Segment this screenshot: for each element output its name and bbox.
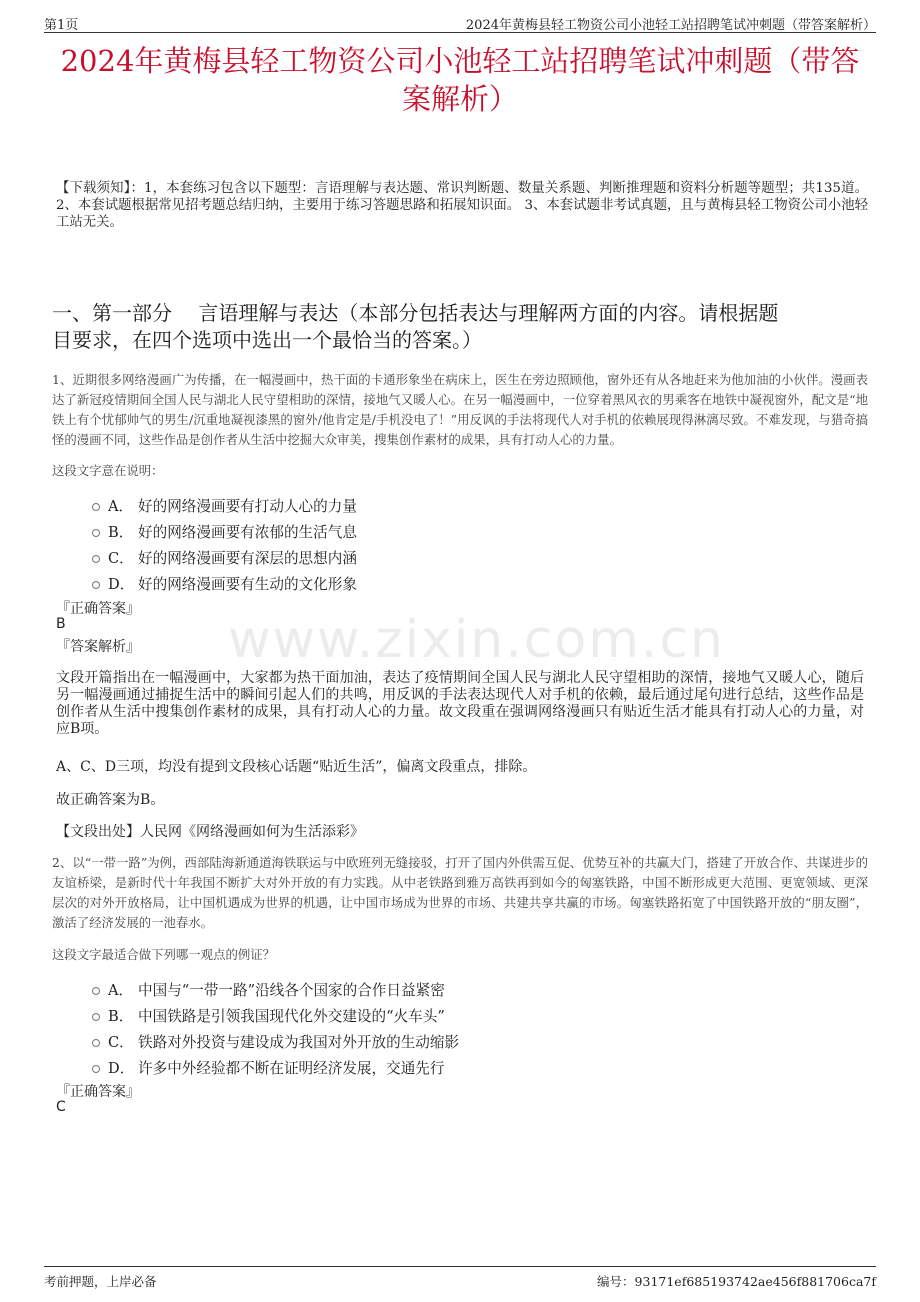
option-text: 铁路对外投资与建设成为我国对外开放的生动缩影: [138, 1033, 460, 1051]
option-c[interactable]: C． 好的网络漫画要有深层的思想内涵: [92, 544, 357, 570]
radio-icon[interactable]: [92, 529, 100, 537]
radio-icon[interactable]: [92, 581, 100, 589]
option-d[interactable]: D． 好的网络漫画要有生动的文化形象: [92, 570, 357, 596]
answer-value: C: [56, 1099, 66, 1115]
option-text: 中国铁路是引领我国现代化外交建设的“火车头”: [138, 1007, 445, 1025]
question-2-prompt: 这段文字最适合做下列哪一观点的例证？: [52, 947, 276, 962]
answer-label: 『正确答案』: [56, 601, 140, 617]
radio-icon[interactable]: [92, 555, 100, 563]
document-title: [44, 42, 876, 118]
radio-icon[interactable]: [92, 1013, 100, 1021]
conclusion-text: 故正确答案为B。: [56, 792, 165, 808]
page-footer: [44, 1266, 876, 1289]
radio-icon[interactable]: [92, 1065, 100, 1073]
option-b[interactable]: B． 中国铁路是引领我国现代化外交建设的“火车头”: [92, 1002, 459, 1028]
section-heading: [52, 300, 868, 354]
option-a[interactable]: A． 好的网络漫画要有打动人心的力量: [92, 492, 357, 518]
analysis-label: 『答案解析』: [56, 639, 140, 655]
radio-icon[interactable]: [92, 503, 100, 511]
watermark: www.zixin.com.cn: [228, 610, 725, 670]
title-line-1: 2024年黄梅县轻工物资公司小池轻工站招聘笔试冲刺题（带答: [60, 44, 860, 78]
footer-doc-id: 编号：93171ef685193742ae456f881706ca7f: [597, 1274, 876, 1289]
download-notice: 【下载须知】：1，本套练习包含以下题型：言语理解与表达题、常识判断题、数量关系题、判断推理题和资料分析题等题型；共135道。 2、本套试题根据常见招考题总结归纳，主要用于练习答题思路和拓展知识面。 3、本套试题非考试真题，且与黄梅县轻工物资公司小池轻工站无关。: [56, 181, 868, 230]
question-2-text: 2、以“一带一路”为例，西部陆海新通道海铁联运与中欧班列无缝接驳，打开了国内外供需互促、优势互补的共赢大门，搭建了开放合作、共谋进步的友谊桥梁，是新时代十年我国不断扩大对外开放的有力实践。从中老铁路到雅万高铁再到如今的匈塞铁路，中国不断形成更大范围、更宽领域、更深层次的对外开放格局，让中国机遇成为世界的机遇，让中国市场成为世界的市场、共建共享共赢的市场。匈塞铁路拓宽了中国铁路开放的“朋友圈”，激活了经济发展的一池春水。: [52, 855, 868, 930]
question-1-prompt: 这段文字意在说明：: [52, 463, 164, 478]
option-c[interactable]: C． 铁路对外投资与建设成为我国对外开放的生动缩影: [92, 1028, 459, 1054]
page-number: 第1页: [44, 18, 79, 33]
option-text: 好的网络漫画要有浓郁的生活气息: [138, 523, 357, 541]
option-text: 好的网络漫画要有打动人心的力量: [138, 497, 357, 515]
option-text: 中国与“一带一路”沿线各个国家的合作日益紧密: [138, 981, 445, 999]
page-header: [44, 10, 876, 33]
question-1-text: 1、近期很多网络漫画广为传播，在一幅漫画中，热干面的卡通形象坐在病床上，医生在旁边照顾他，窗外还有从各地赶来为他加油的小伙伴。漫画表达了新冠疫情期间全国人民与湖北人民守望相助的深情，接地气又暖人心。在另一幅漫画中，一位穿着黑风衣的男乘客在地铁中凝视窗外，配文是“地铁上有个忧郁帅气的男生/沉重地凝视漆黑的窗外/他肯定是/手机没电了！”用反讽的手法将现代人对手机的依赖展现得淋漓尽致。不难发现，与猎奇搞怪的漫画不同，这些作品是创作者从生活中挖掘大众审美，搜集创作素材的成果，具有打动人心的力量。: [52, 372, 868, 447]
answer-value: B: [56, 616, 66, 632]
answer-label: 『正确答案』: [56, 1084, 140, 1100]
radio-icon[interactable]: [92, 987, 100, 995]
footer-slogan: 考前押题，上岸必备: [44, 1274, 157, 1289]
question-2-options: [92, 976, 459, 1080]
radio-icon[interactable]: [92, 1039, 100, 1047]
header-doc-title: 2024年黄梅县轻工物资公司小池轻工站招聘笔试冲刺题（带答案解析）: [465, 18, 876, 33]
title-line-2: 案解析）: [401, 82, 518, 116]
option-text: 许多中外经验都不断在证明经济发展，交通先行: [138, 1059, 445, 1077]
option-text: 好的网络漫画要有生动的文化形象: [138, 575, 357, 593]
option-b[interactable]: B． 好的网络漫画要有浓郁的生活气息: [92, 518, 357, 544]
option-text: 好的网络漫画要有深层的思想内涵: [138, 549, 357, 567]
option-a[interactable]: A． 中国与“一带一路”沿线各个国家的合作日益紧密: [92, 976, 459, 1002]
analysis-text: 文段开篇指出在一幅漫画中，大家都为热干面加油，表达了疫情期间全国人民与湖北人民守望相助的深情，接地气又暖人心，随后另一幅漫画通过捕捉生活中的瞬间引起人们的共鸣，用反讽的手法表达现代人对手机的依赖，最后通过尾句进行总结，这些作品是创作者从生活中搜集创作素材的成果，具有打动人心的力量。故文段重在强调网络漫画只有贴近生活才能具有打动人心的力量，对应B项。: [56, 670, 864, 737]
exclusion-text: A、C、D三项，均没有提到文段核心话题“贴近生活”，偏离文段重点，排除。: [56, 759, 537, 775]
section-heading-line-1: 一、第一部分 言语理解与表达（本部分包括表达与理解两方面的内容。请根据题: [52, 301, 779, 325]
source-text: 【文段出处】人民网《网络漫画如何为生活添彩》: [56, 824, 364, 840]
question-1-options: [92, 492, 357, 596]
section-heading-line-2: 目要求，在四个选项中选出一个最恰当的答案。）: [52, 328, 482, 352]
option-d[interactable]: D． 许多中外经验都不断在证明经济发展，交通先行: [92, 1054, 459, 1080]
